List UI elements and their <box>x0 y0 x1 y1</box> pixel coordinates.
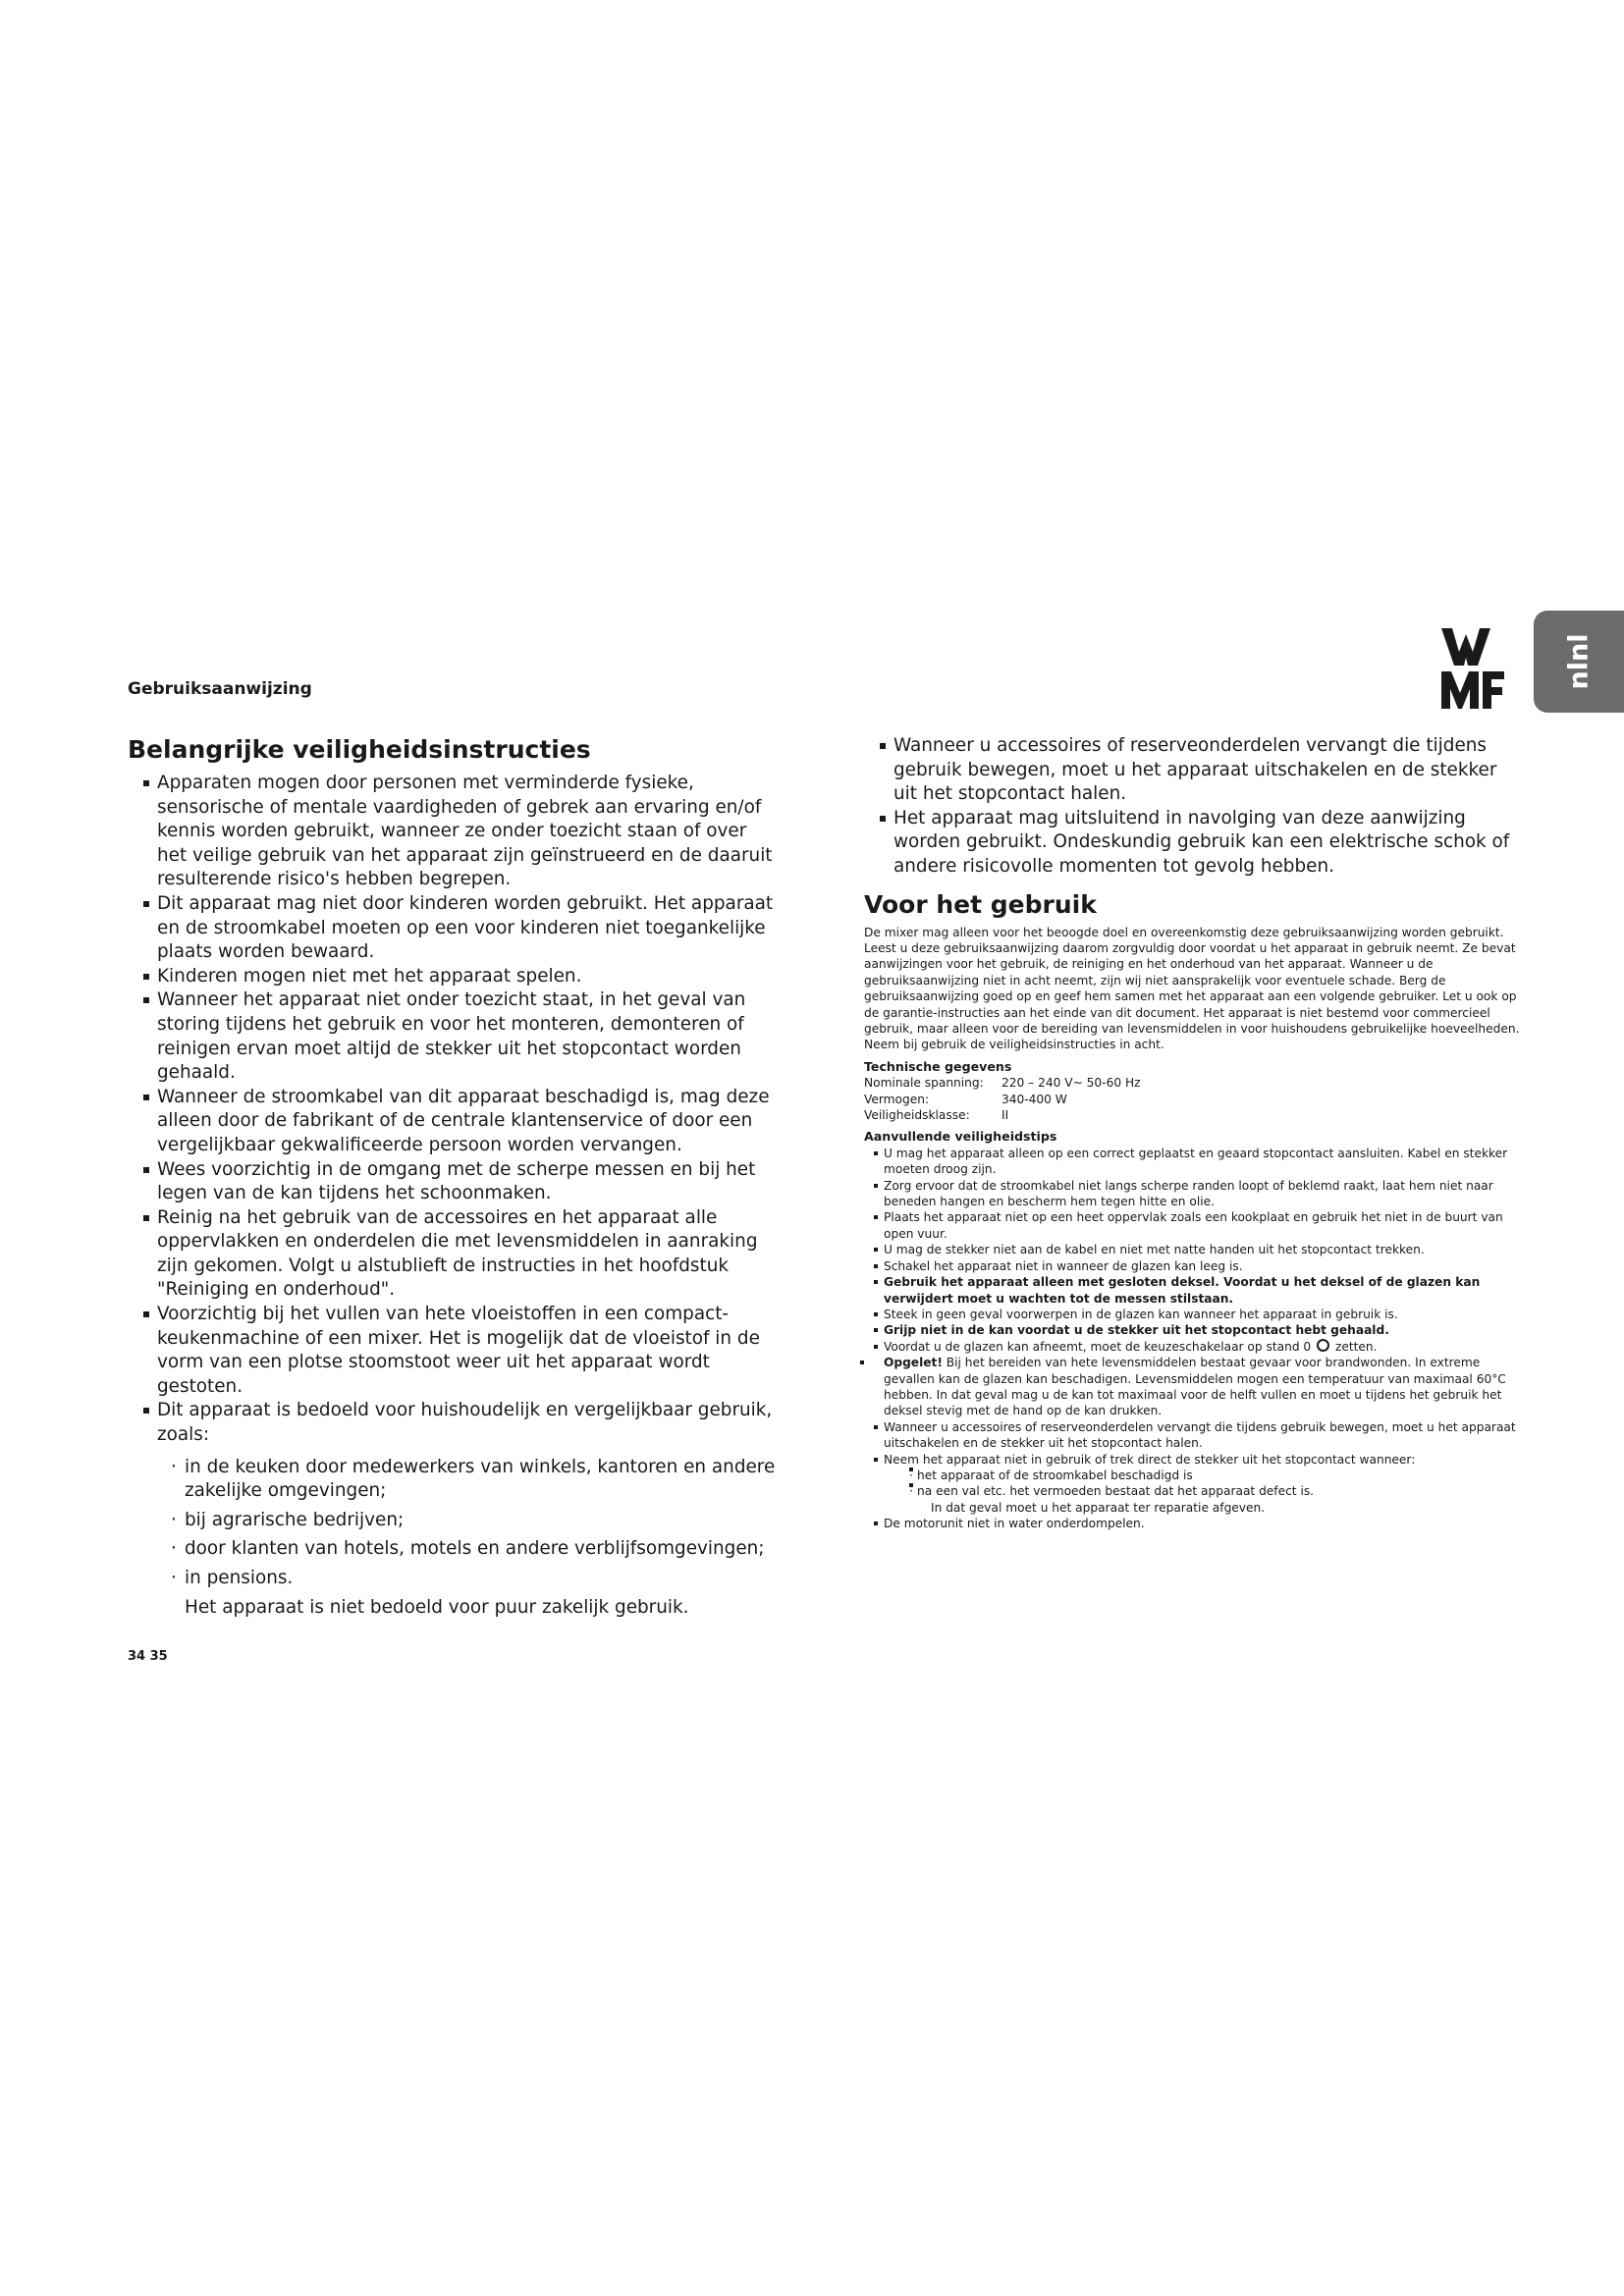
sub-list-item: · in pensions. <box>171 1567 776 1591</box>
list-item: Apparaten mogen door personen met verminderde fysieke, sensorische of mentale vaardigheden of gebrek aan ervaring en/of kennis worden gebruikt, wanneer ze onder toezicht staan of over het veilige gebruik van het apparaat zijn geïnstrueerd en de daaruit resulterende risico's hebben begrepen. <box>143 772 776 892</box>
tip-item: Plaats het apparaat niet op een heet oppervlak zoals een kookplaat en gebruik het niet in de buurt van open vuur. <box>874 1209 1522 1242</box>
intro-note: Neem bij gebruik de veiligheidsinstructies in acht. <box>864 1038 1164 1052</box>
warning-text: Bij het bereiden van hete levensmiddelen bestaat gevaar voor brandwonden. In extreme gevallen kan de glazen kan beschadigen. Levensmiddelen mogen een temperatuur van maximaal 60°C hebben. In dat geval mag u de kan tot maximaal voor de helft vullen en moet u tijdens het gebruik het deksel stevig met de hand op de kan drukken. <box>884 1356 1506 1418</box>
unplug-condition: · na een val etc. het vermoeden bestaat dat het apparaat defect is. <box>909 1483 1522 1499</box>
tip-item: U mag het apparaat alleen op een correct geplaatst en geaard stopcontact aansluiten. Kabel en stekker moeten droog zijn. <box>874 1146 1522 1178</box>
unplug-condition: · het apparaat of de stroomkabel beschadigd is <box>909 1468 1522 1483</box>
right-column <box>864 734 1522 1532</box>
tip-item: Steek in geen geval voorwerpen in de glazen kan wanneer het apparaat in gebruik is. <box>874 1307 1522 1322</box>
tip-item: Wanneer u accessoires of reserveonderdelen vervangt die tijdens gebruik bewegen, moet u het apparaat uitschakelen en de stekker uit het stopcontact halen. <box>874 1419 1522 1452</box>
switch-text-after: zetten. <box>1334 1339 1378 1354</box>
spec-value: 220 – 240 V~ 50-60 Hz <box>1001 1076 1141 1091</box>
spec-label: Veiligheidsklasse: <box>864 1108 970 1123</box>
list-item: Kinderen mogen niet met het apparaat spelen. <box>143 965 776 989</box>
spec-row <box>864 1075 1522 1091</box>
tip-item: Zorg ervoor dat de stroomkabel niet langs scherpe randen loopt of beklemd raakt, laat hem niet naar beneden hangen en bescherm hem tegen hitte en olie. <box>874 1178 1522 1210</box>
off-position-icon <box>1317 1339 1329 1352</box>
list-item: Voorzichtig bij het vullen van hete vloeistoffen in een compact-keukenmachine of een mixer. Het is mogelijk dat de vloeistof in de vorm van een plotse stoomstoot weer uit het apparaat wordt gestoten. <box>143 1303 776 1399</box>
spec-label: Vermogen: <box>864 1092 930 1106</box>
tip-item: Gebruik het apparaat alleen met gesloten deksel. Voordat u het deksel of de glazen kan verwijdert moet u wachten tot de messen stilstaan. <box>874 1274 1522 1307</box>
tip-item-switch <box>874 1339 1522 1355</box>
additional-tips-list <box>864 1146 1522 1532</box>
page-numbers: 34 35 <box>128 1649 168 1664</box>
list-item: Wanneer de stroomkabel van dit apparaat beschadigd is, mag deze alleen door de fabrikant of de centrale klantenservice of door een vergelijkbaar gekwalificeerde persoon worden vervangen. <box>143 1086 776 1158</box>
spec-row <box>864 1107 1522 1123</box>
document-header-label: Gebruiksaanwijzing <box>128 679 312 699</box>
tip-item <box>874 1452 1522 1517</box>
additional-tips-heading: Aanvullende veiligheidstips <box>864 1129 1057 1145</box>
language-tab-label: nlnl <box>1563 633 1595 690</box>
sub-list-item: · in de keuken door medewerkers van winkels, kantoren en andere zakelijke omgevingen; <box>171 1456 776 1504</box>
wmf-logo <box>1441 628 1504 709</box>
list-item <box>143 1399 776 1620</box>
sub-list-item: · door klanten van hotels, motels en andere verblijfsomgevingen; <box>171 1537 776 1562</box>
repair-note: In dat geval moet u het apparaat ter reparatie afgeven. <box>931 1500 1266 1515</box>
spec-value: II <box>1001 1108 1009 1123</box>
list-item: Het apparaat mag uitsluitend in navolging van deze aanwijzing worden gebruikt. Ondeskundig gebruik kan een elektrische schok of andere risicovolle momenten tot gevolg hebben. <box>880 807 1522 880</box>
before-use-title: Voor het gebruik <box>864 889 1097 919</box>
safety-instructions-list-continued <box>864 734 1522 880</box>
technical-data-heading: Technische gegevens <box>864 1058 1012 1074</box>
tip-item: De motorunit niet in water onderdompelen. <box>874 1516 1522 1531</box>
commercial-use-note: Het apparaat is niet bedoeld voor puur zakelijk gebruik. <box>185 1596 689 1618</box>
sub-list-item: · bij agrarische bedrijven; <box>171 1509 776 1533</box>
safety-instructions-title: Belangrijke veiligheidsinstructies <box>128 735 591 764</box>
tip-unplug-text: Neem het apparaat niet in gebruik of trek direct de stekker uit het stopcontact wanneer: <box>884 1452 1416 1467</box>
language-tab <box>1534 611 1624 713</box>
warning-item <box>860 1355 1522 1419</box>
warning-label: Opgelet! <box>884 1356 943 1370</box>
usage-sub-list <box>171 1456 776 1591</box>
tip-item: U mag de stekker niet aan de kabel en niet met natte handen uit het stopcontact trekken. <box>874 1242 1522 1257</box>
unplug-conditions <box>884 1468 1522 1500</box>
spec-row <box>864 1092 1522 1107</box>
list-item: Reinig na het gebruik van de accessoires en het apparaat alle oppervlakken en onderdelen die met levensmiddelen in aanraking zijn gekomen. Volgt u alstublieft de instructies in het hoofdstuk "Reiniging en onderhoud". <box>143 1206 776 1303</box>
list-item: Wanneer het apparaat niet onder toezicht staat, in het geval van storing tijdens het gebruik en voor het monteren, demonteren of reinigen ervan moet altijd de stekker uit het stopcontact worden gehaald. <box>143 988 776 1085</box>
list-item: Wees voorzichtig in de omgang met de scherpe messen en bij het legen van de kan tijdens het schoonmaken. <box>143 1158 776 1206</box>
left-column <box>128 734 776 1620</box>
intro-paragraph: De mixer mag alleen voor het beoogde doel en overeenkomstig deze gebruiksaanwijzing worden gebruikt. Leest u deze gebruiksaanwijzing daarom zorgvuldig door voordat u het apparaat in gebruik neemt. Ze bevat aanwijzingen voor het gebruik, de reiniging en het onderhoud van het apparaat. Wanneer u de gebruiksaanwijzing niet in acht neemt, zijn wij niet aansprakelijk voor eventuele schade. Berg de gebruiksaanwijzing goed op en geef hem samen met het apparaat aan een volgende gebruiker. Let u ook op de garantie-instructies aan het einde van dit document. Het apparaat is niet bestemd voor commercieel gebruik, maar alleen voor de bereiding van levensmiddelen in voor huishoudens gebruikelijke hoeveelheden. <box>864 925 1520 1036</box>
list-item: Dit apparaat mag niet door kinderen worden gebruikt. Het apparaat en de stroomkabel moeten op een voor kinderen niet toegankelijke plaats worden bewaard. <box>143 892 776 965</box>
before-use-section <box>864 925 1522 1532</box>
tip-item: Grijp niet in de kan voordat u de stekker uit het stopcontact hebt gehaald. <box>874 1322 1522 1338</box>
list-item-text: Dit apparaat is bedoeld voor huishoudelijk en vergelijkbaar gebruik, zoals: <box>157 1400 773 1446</box>
tip-item: Schakel het apparaat niet in wanneer de glazen kan leeg is. <box>874 1258 1522 1274</box>
spec-label: Nominale spanning: <box>864 1076 984 1091</box>
spec-value: 340-400 W <box>1001 1092 1067 1106</box>
safety-instructions-list <box>128 772 776 1620</box>
list-item: Wanneer u accessoires of reserveonderdelen vervangt die tijdens gebruik bewegen, moet u het apparaat uitschakelen en de stekker uit het stopcontact halen. <box>880 734 1522 807</box>
switch-text-before: Voordat u de glazen kan afneemt, moet de keuzeschakelaar op stand 0 <box>884 1339 1312 1354</box>
